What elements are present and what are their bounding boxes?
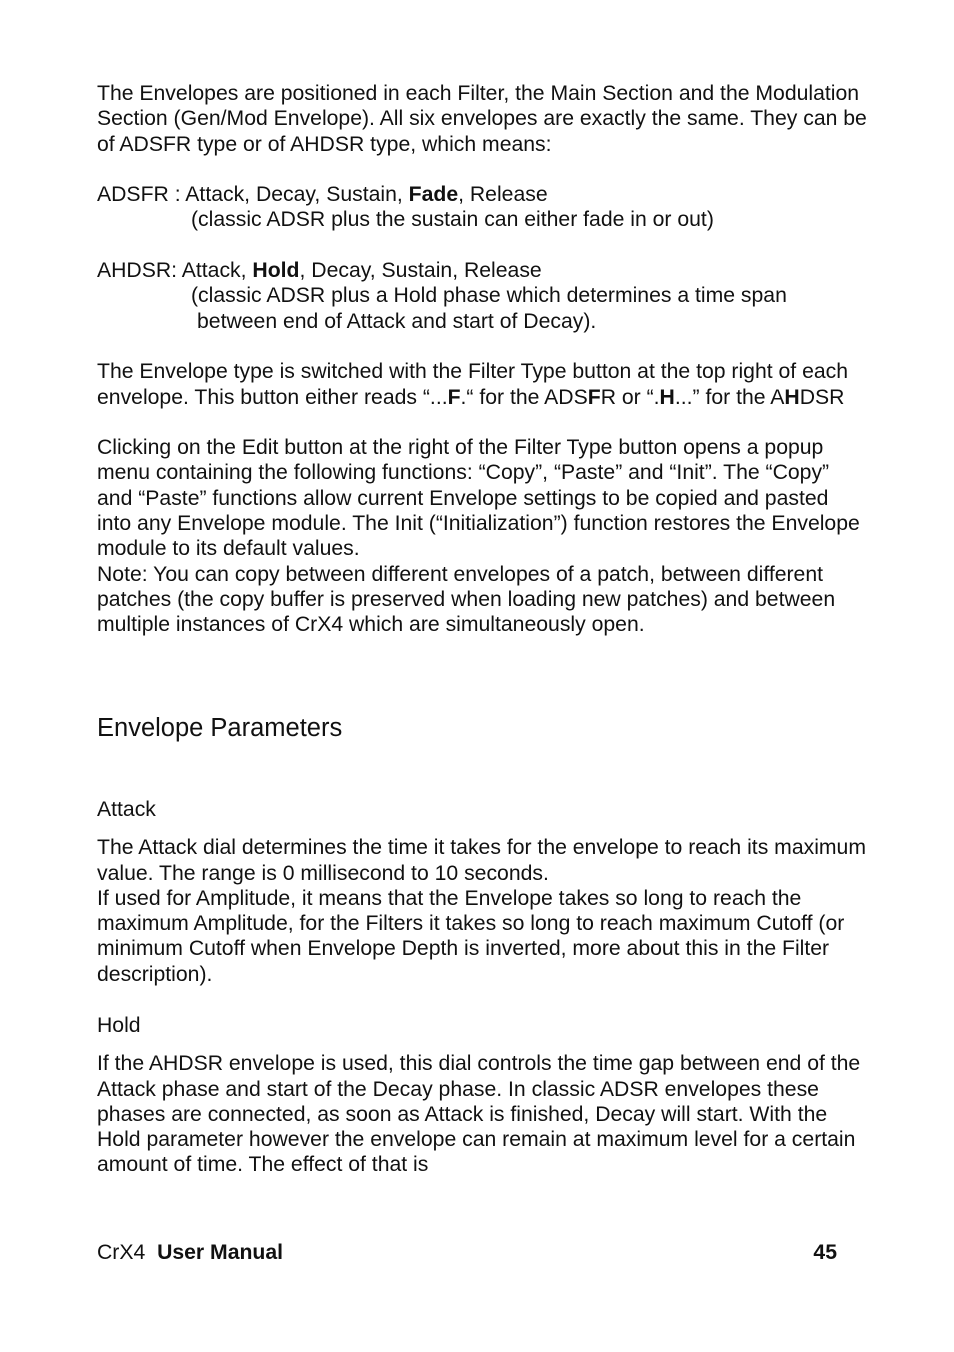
text-run: The Envelope type is switched with the Filter Type button at the top right of each envelope. This button either reads “... (97, 360, 849, 409)
page-number: 45 (813, 1241, 837, 1264)
ahdsr-prefix: AHDSR: Attack, (97, 259, 253, 283)
attack-section (97, 797, 867, 987)
adsfr-line (97, 182, 867, 207)
bold-run: F (587, 385, 601, 409)
hold-section (97, 1013, 867, 1178)
ahdsr-note-line1: (classic ADSR plus a Hold phase which determines a time span (191, 284, 787, 308)
attack-paragraph-1: The Attack dial determines the time it takes for the envelope to reach its maximum value. The range is 0 millisecond to 10 seconds. (97, 836, 866, 885)
footer-manual: User Manual (157, 1241, 284, 1264)
intro-paragraph: The Envelopes are positioned in each Filter, the Main Section and the Modulation Section (Gen/Mod Envelope). All six envelopes are exactly the same. They can be of ADSFR type or of AHDSR type, which means: (97, 82, 867, 156)
text-run: ...” for the A (674, 385, 785, 409)
text-run: .“ for the ADS (460, 385, 588, 409)
adsfr-suffix: , Release (458, 183, 548, 207)
text-run: DSR (799, 385, 845, 409)
adsfr-bold: Fade (408, 183, 459, 207)
section-title: Envelope Parameters (97, 714, 343, 742)
bold-run: F (447, 385, 461, 409)
ahdsr-line (97, 258, 867, 283)
attack-paragraph-2: If used for Amplitude, it means that the Envelope takes so long to reach the maximum Amplitude, for the Filters it takes so long to reach maximum Cutoff (or minimum Cutoff when Envelope Depth is inverted, more about this in the Filter description). (97, 886, 845, 986)
ahdsr-suffix: , Decay, Sustain, Release (299, 259, 542, 283)
bold-run: H (784, 385, 800, 409)
page-footer (97, 1240, 837, 1265)
ahdsr-bold: Hold (252, 259, 300, 283)
bold-run: H (659, 385, 675, 409)
adsfr-prefix: ADSFR : Attack, Decay, Sustain, (97, 183, 409, 207)
note-paragraph: Note: You can copy between different envelopes of a patch, between different patches (the copy buffer is preserved when loading new patches) and between multiple instances of CrX4 which are simultaneously open. (97, 562, 836, 637)
envelope-type-paragraph (97, 359, 867, 410)
edit-button-paragraph: Clicking on the Edit button at the right of the Filter Type button opens a popup menu containing the following functions: “Copy”, “Paste” and “Init”. The “Copy” and “Paste” functions allow current Envelope settings to be copied and pasted into any Envelope module. The Init (“Initialization”) function restores the Envelope module to its default values. (97, 436, 860, 561)
text-run: R or “. (600, 385, 660, 409)
attack-title: Attack (97, 798, 156, 821)
hold-paragraph: If the AHDSR envelope is used, this dial controls the time gap between end of the Attack phase and start of the Decay phase. In classic ADSR envelopes these phases are connected, as soon as Attack is finished, Decay will start. With the Hold parameter however the envelope can remain at maximum level for a certain amount of time. The effect of that is (97, 1052, 861, 1177)
ahdsr-note-line2: between end of Attack and start of Decay). (197, 309, 597, 333)
intro-block (97, 81, 867, 638)
hold-title: Hold (97, 1014, 141, 1037)
adsfr-note: (classic ADSR plus the sustain can either fade in or out) (191, 208, 714, 232)
footer-product: CrX4 (97, 1241, 146, 1264)
